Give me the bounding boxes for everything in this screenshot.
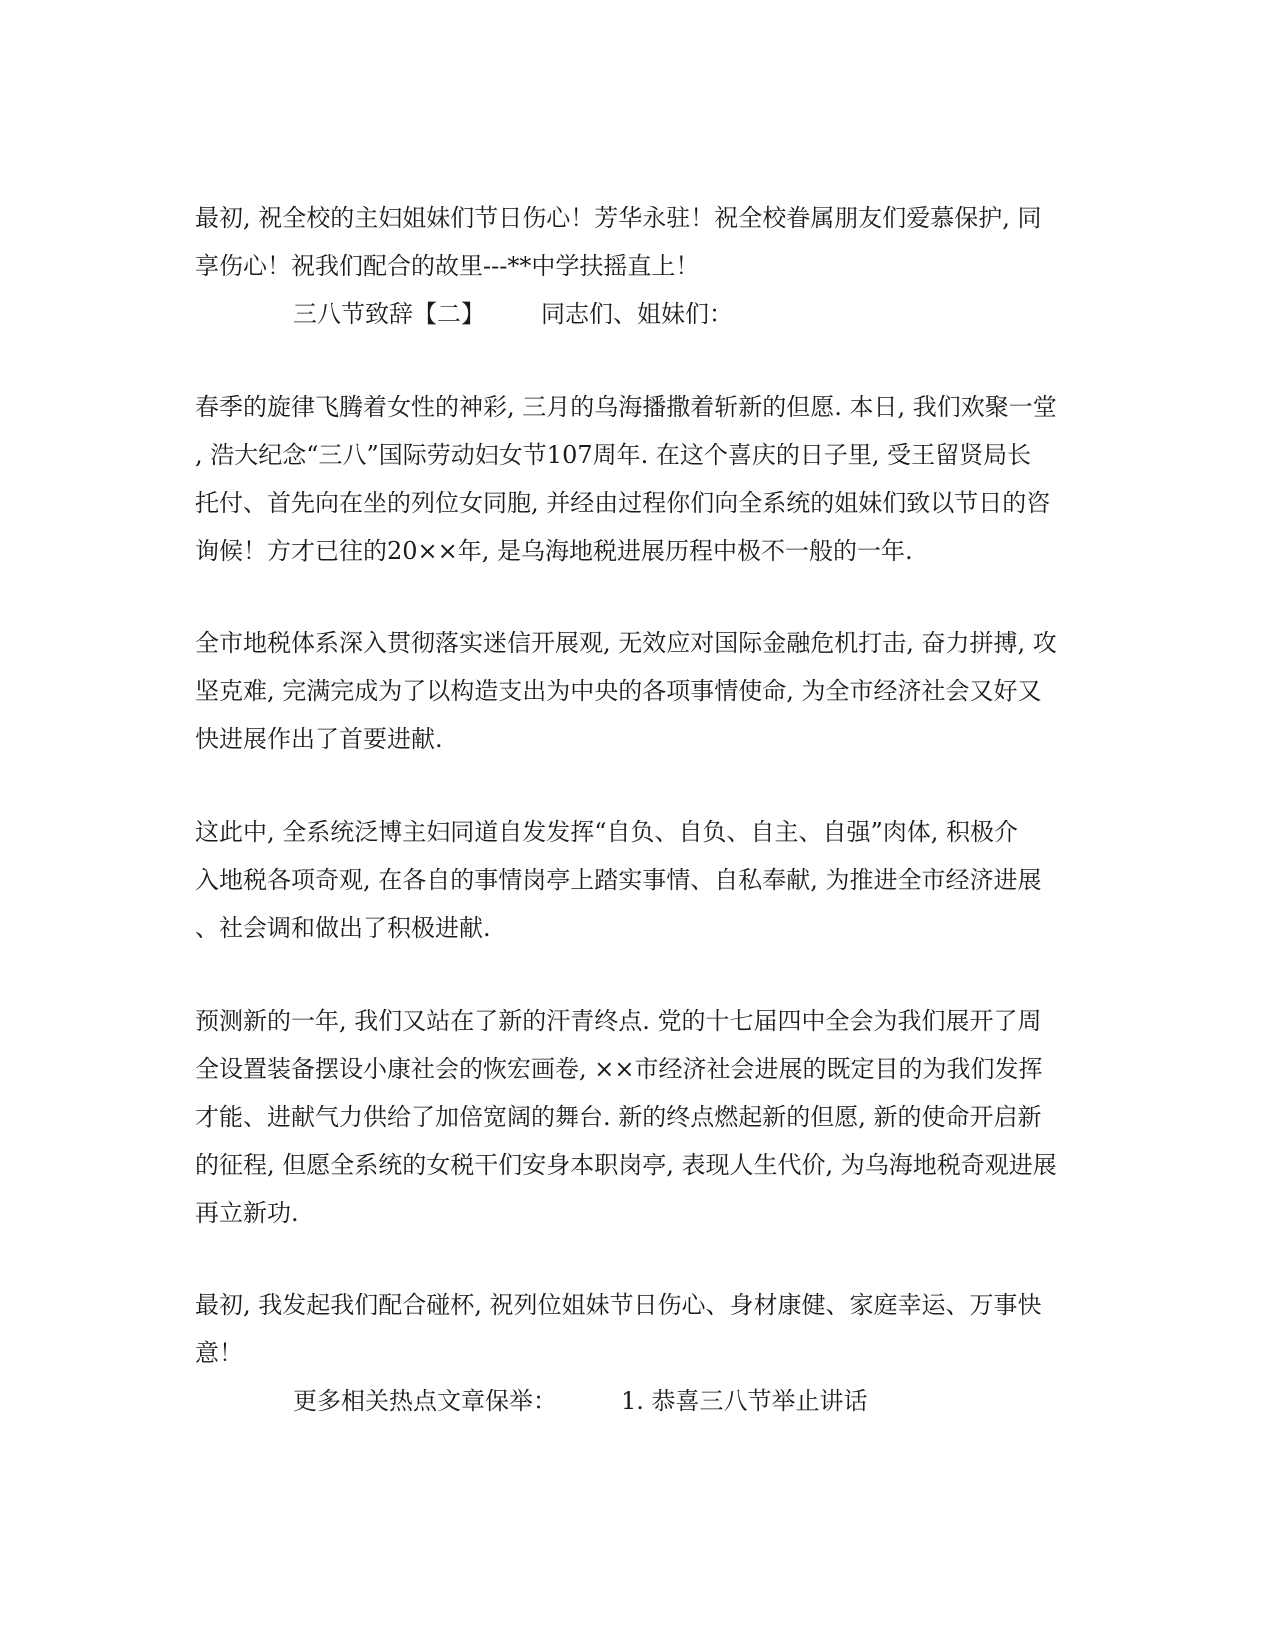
paragraph-line: 意！ (195, 1339, 243, 1367)
paragraph-line: 享伤心！祝我们配合的故里---**中学扶摇直上！ (195, 252, 700, 280)
paragraph-line: 才能、进献气力供给了加倍宽阔的舞台. 新的终点燃起新的但愿, 新的使命开启新 (195, 1103, 1042, 1131)
paragraph-line: 托付、首先向在坐的列位女同胞, 并经由过程你们向全系统的姐妹们致以节日的咨 (195, 489, 1051, 517)
paragraph-line: 全设置装备摆设小康社会的恢宏画卷, ××市经济社会进展的既定目的为我们发挥 (195, 1055, 1043, 1083)
paragraph-line: 快进展作出了首要进献. (195, 725, 443, 753)
paragraph-line: 入地税各项奇观, 在各自的事情岗亭上踏实事情、自私奉献, 为推进全市经济进展 (195, 866, 1042, 894)
paragraph-line: 再立新功. (195, 1199, 299, 1227)
paragraph-line: , 浩大纪念“三八”国际劳动妇女节107周年. 在这个喜庆的日子里, 受王留贤局长 (195, 441, 1032, 469)
paragraph-line: 这此中, 全系统泛博主妇同道自发发挥“自负、自负、自主、自强”肉体, 积极介 (195, 818, 1019, 846)
paragraph-line: 坚克难, 完满完成为了以构造支出为中央的各项事情使命, 为全市经济社会又好又 (195, 677, 1042, 705)
related-articles (293, 1386, 868, 1416)
greeting: 同志们、姐妹们： (541, 300, 733, 328)
paragraph-line: 最初, 我发起我们配合碰杯, 祝列位姐妹节日伤心、身材康健、家庭幸运、万事快 (195, 1291, 1042, 1319)
section-heading (293, 299, 733, 329)
heading-title: 三八节致辞【二】 (293, 300, 485, 328)
paragraph-line: 全市地税体系深入贯彻落实迷信开展观, 无效应对国际金融危机打击, 奋力拼搏, 攻 (195, 629, 1057, 657)
paragraph-line: 预测新的一年, 我们又站在了新的汗青终点. 党的十七届四中全会为我们展开了周 (195, 1007, 1042, 1035)
related-label: 更多相关热点文章保举： (293, 1387, 557, 1415)
related-article-link[interactable]: 1. 恭喜三八节举止讲话 (621, 1387, 868, 1415)
paragraph-line: 、社会调和做出了积极进献. (195, 914, 491, 942)
paragraph-line: 询候！方才已往的20××年, 是乌海地税进展历程中极不一般的一年. (195, 537, 913, 565)
paragraph-line: 最初, 祝全校的主妇姐妹们节日伤心！芳华永驻！祝全校眷属朋友们爱慕保护, 同 (195, 204, 1042, 232)
paragraph-line: 的征程, 但愿全系统的女税干们安身本职岗亭, 表现人生代价, 为乌海地税奇观进展 (195, 1151, 1057, 1179)
paragraph-line: 春季的旋律飞腾着女性的神彩, 三月的乌海播撒着斩新的但愿. 本日, 我们欢聚一堂 (195, 393, 1057, 421)
